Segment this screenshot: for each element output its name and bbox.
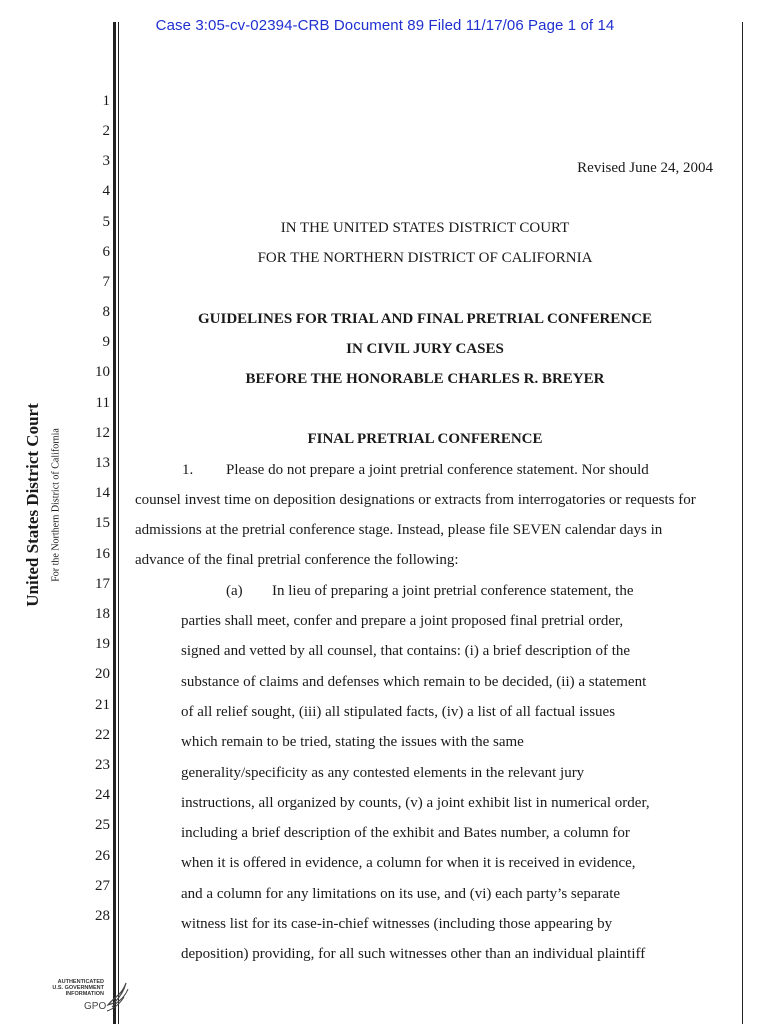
line-number: 15: [95, 515, 110, 531]
line-number: 4: [102, 183, 110, 199]
line-number: 16: [95, 546, 110, 562]
line-number: 19: [95, 636, 110, 652]
line-number: 21: [95, 697, 110, 713]
line-number: 28: [95, 908, 110, 924]
line-number: 17: [95, 576, 110, 592]
line-number: 27: [95, 878, 110, 894]
subparagraph-line: instructions, all organized by counts, (v) a joint exhibit list in numerical order,: [181, 795, 650, 811]
court-name-line-2: FOR THE NORTHERN DISTRICT OF CALIFORNIA: [257, 250, 593, 266]
section-heading: FINAL PRETRIAL CONFERENCE: [307, 431, 543, 447]
line-number: 14: [95, 485, 110, 501]
court-name-line-1: IN THE UNITED STATES DISTRICT COURT: [280, 220, 570, 236]
paragraph-line: counsel invest time on deposition designations or extracts from interrogatories or requests for: [135, 492, 696, 508]
line-number: 11: [95, 395, 110, 411]
subparagraph-line: and a column for any limitations on its use, and (vi) each party’s separate: [181, 886, 621, 902]
line-number: 23: [95, 757, 110, 773]
paragraph-line: admissions at the pretrial conference stage. Instead, please file SEVEN calendar days in: [135, 522, 663, 538]
subparagraph-line: when it is offered in evidence, a column for when it is received in evidence,: [181, 855, 636, 871]
document-title-line-1: GUIDELINES FOR TRIAL AND FINAL PRETRIAL CONFERENCE: [198, 311, 652, 327]
line-number: 24: [95, 787, 110, 803]
gpo-seal-line: U.S. GOVERNMENT: [52, 985, 104, 991]
paragraph-line: Please do not prepare a joint pretrial conference statement. Nor should: [226, 462, 649, 478]
line-number: 25: [95, 817, 110, 833]
line-number: 26: [95, 848, 110, 864]
subparagraph-line: generality/specificity as any contested elements in the relevant jury: [181, 765, 585, 781]
subparagraph-line: substance of claims and defenses which remain to be decided, (ii) a statement: [181, 674, 647, 690]
line-number: 12: [95, 425, 110, 441]
line-number: 13: [95, 455, 110, 471]
line-number: 22: [95, 727, 110, 743]
line-number: 9: [102, 334, 110, 350]
subparagraph-line: In lieu of preparing a joint pretrial conference statement, the: [272, 583, 634, 599]
line-number: 7: [102, 274, 110, 290]
document-title-line-3: BEFORE THE HONORABLE CHARLES R. BREYER: [245, 371, 605, 387]
line-number: 3: [102, 153, 110, 169]
line-number: 20: [95, 666, 110, 682]
document-title-line-2: IN CIVIL JURY CASES: [346, 341, 504, 357]
gpo-seal-line: AUTHENTICATED: [57, 979, 104, 985]
line-number: 10: [95, 364, 110, 380]
subparagraph-line: witness list for its case-in-chief witnesses (including those appearing by: [181, 916, 613, 932]
left-margin-rule-thin: [118, 22, 119, 1024]
subparagraph-line: signed and vetted by all counsel, that contains: (i) a brief description of the: [181, 643, 631, 659]
line-number: 6: [102, 244, 110, 260]
line-number: 18: [95, 606, 110, 622]
subparagraph-label: (a): [226, 583, 243, 599]
sidebar-court-name: United States District Court: [23, 403, 42, 607]
left-margin-rule-thick: [113, 22, 116, 1024]
subparagraph-line: including a brief description of the exhibit and Bates number, a column for: [181, 825, 630, 841]
gpo-seal-line: INFORMATION: [65, 991, 104, 997]
eagle-icon: [104, 975, 130, 1015]
line-number: 2: [102, 123, 110, 139]
gpo-seal-text: [42, 979, 104, 997]
subparagraph-line: of all relief sought, (iii) all stipulated facts, (iv) a list of all factual issues: [181, 704, 616, 720]
case-header: Case 3:05-cv-02394-CRB Document 89 Filed 11/17/06 Page 1 of 14: [155, 17, 615, 34]
subparagraph-line: parties shall meet, confer and prepare a joint proposed final pretrial order,: [181, 613, 624, 629]
paragraph-line: advance of the final pretrial conference the following:: [135, 552, 459, 568]
right-margin-rule: [742, 22, 743, 1024]
subparagraph-line: deposition) providing, for all such witnesses other than an individual plaintiff: [181, 946, 646, 962]
gpo-mark: GPO: [84, 1001, 107, 1012]
line-number: 5: [102, 214, 110, 230]
gpo-authentication-seal: [42, 975, 132, 1015]
revised-date: Revised June 24, 2004: [577, 160, 713, 176]
subparagraph-line: which remain to be tried, stating the issues with the same: [181, 734, 524, 750]
paragraph-number: 1.: [182, 462, 194, 478]
line-number: 1: [102, 93, 110, 109]
sidebar-district-name: For the Northern District of California: [50, 428, 62, 582]
line-number: 8: [102, 304, 110, 320]
